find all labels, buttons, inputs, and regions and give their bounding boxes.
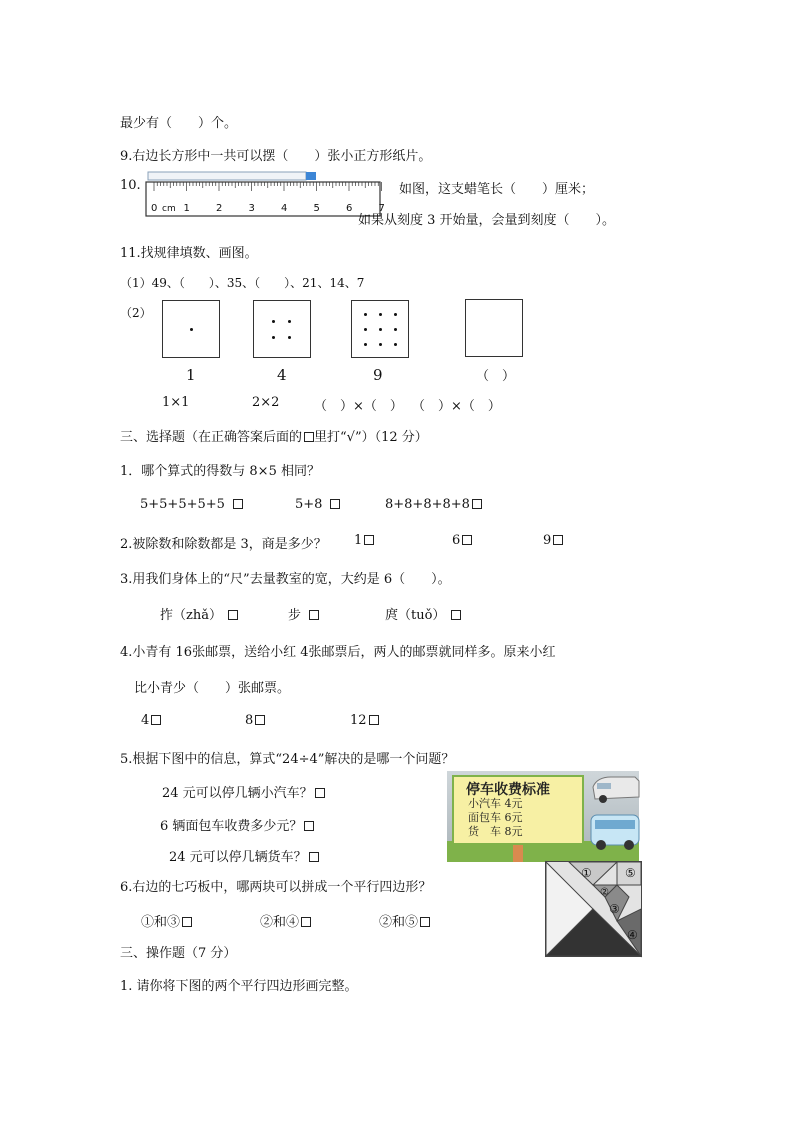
question-11-part-2: （2） <box>120 306 152 320</box>
pattern-product-3[interactable]: （ ）×（ ） <box>314 399 403 414</box>
pattern-product-1: 1×1 <box>162 395 190 410</box>
pattern-count-3: 9 <box>373 366 383 384</box>
choice-question-1: 1．哪个算式的得数与 8×5 相同？ <box>120 464 320 479</box>
operation-question-1: 1. 请你将下图的两个平行四边形画完整。 <box>120 979 358 994</box>
option-label: 24 元可以停几辆小汽车？ <box>162 786 313 801</box>
tangram-label-2: ② <box>600 887 609 898</box>
section-3-heading-tail: 里打“√”）（12 分） <box>314 430 428 445</box>
ruler-figure <box>142 168 385 220</box>
option-label: 24 元可以停几辆货车？ <box>169 850 307 865</box>
checkbox[interactable] <box>151 715 161 725</box>
dot <box>190 328 193 331</box>
dot-square-3 <box>351 300 409 358</box>
checkbox[interactable] <box>462 535 472 545</box>
dot <box>272 336 275 339</box>
choice-4-option-a[interactable] <box>141 713 161 728</box>
dot-square-empty[interactable] <box>465 299 523 357</box>
option-label: 1 <box>354 533 363 548</box>
choice-2-option-c[interactable] <box>543 533 563 548</box>
dot <box>364 328 367 331</box>
question-10-number: 10. <box>120 178 141 193</box>
checkbox[interactable] <box>228 610 238 620</box>
option-label: 8 <box>245 713 254 728</box>
checkbox[interactable] <box>330 499 340 509</box>
option-label: 8+8+8+8+8 <box>385 497 470 512</box>
van-window <box>595 820 635 829</box>
tangram-label-1: ① <box>581 866 592 880</box>
checkbox[interactable] <box>182 917 192 927</box>
section-3-heading <box>120 426 428 445</box>
tangram-svg <box>545 861 642 957</box>
ruler-tick-label: 7 <box>378 203 385 214</box>
checkbox[interactable] <box>315 788 325 798</box>
dot-square-1 <box>162 300 220 358</box>
checkbox[interactable] <box>369 715 379 725</box>
option-label: 9 <box>543 533 552 548</box>
choice-3-option-b[interactable] <box>288 604 319 623</box>
checkbox[interactable] <box>364 535 374 545</box>
choice-question-4-line-1: 4.小青有 16张邮票，送给小红 4张邮票后，两人的邮票就同样多。原来小红 <box>120 645 556 660</box>
option-label: 5+5+5+5+5 <box>140 497 225 512</box>
ruler-svg <box>142 168 385 220</box>
van-icon <box>591 815 639 845</box>
pattern-product-4[interactable]: （ ）×（ ） <box>412 399 501 414</box>
option-label: 4 <box>141 713 150 728</box>
crayon-body <box>148 172 306 180</box>
dot <box>394 343 397 346</box>
checkbox[interactable] <box>255 715 265 725</box>
ruler-body <box>146 182 380 216</box>
checkbox[interactable] <box>553 535 563 545</box>
checkbox[interactable] <box>304 821 314 831</box>
sign-board <box>452 775 584 845</box>
pattern-count-2: 4 <box>277 366 287 384</box>
choice-5-option-b[interactable] <box>160 815 314 834</box>
car-window <box>597 783 611 789</box>
choice-5-option-a[interactable] <box>162 782 325 801</box>
option-label: ②和④ <box>260 915 300 930</box>
choice-1-option-a[interactable] <box>140 497 243 512</box>
checkbox[interactable] <box>420 917 430 927</box>
pattern-count-4[interactable]: （ ） <box>476 369 516 384</box>
checkbox[interactable] <box>301 917 311 927</box>
dot <box>379 328 382 331</box>
dot <box>288 336 291 339</box>
choice-3-option-a[interactable] <box>160 604 238 623</box>
ruler-tick-label: 4 <box>281 203 288 214</box>
option-label: ②和⑤ <box>379 915 419 930</box>
dot-square-2 <box>253 300 311 358</box>
option-label: 5+8 <box>295 497 323 512</box>
section-3-heading-text: 三、选择题（在正确答案后面的 <box>120 430 303 445</box>
option-label: 庹（tuǒ） <box>385 608 446 623</box>
sign-row: 货 车 8元 <box>468 825 523 838</box>
choice-2-option-a[interactable] <box>354 533 374 548</box>
dot <box>379 343 382 346</box>
checkbox-icon <box>304 432 314 442</box>
choice-5-option-c[interactable] <box>169 846 319 865</box>
car-wheel <box>599 795 607 803</box>
choice-question-4-line-2: 比小青少（ ）张邮票。 <box>134 681 291 696</box>
checkbox[interactable] <box>309 610 319 620</box>
option-label: 6 辆面包车收费多少元？ <box>160 819 303 834</box>
dot <box>394 328 397 331</box>
question-10-text-b: 如果从刻度 3 开始量，会量到刻度（ ）。 <box>358 213 616 228</box>
choice-question-3: 3.用我们身体上的“尺”去量教室的宽，大约是 6（ ）。 <box>120 572 451 587</box>
checkbox[interactable] <box>451 610 461 620</box>
tangram-label-3: ③ <box>609 902 620 916</box>
choice-6-option-b[interactable] <box>260 911 311 930</box>
section-4-heading: 三、操作题（7 分） <box>120 946 237 961</box>
sign-rows <box>468 797 523 839</box>
choice-1-option-b[interactable] <box>295 497 340 512</box>
ruler-tick-label: 1 <box>183 203 190 214</box>
choice-4-option-b[interactable] <box>245 713 265 728</box>
van-wheel <box>624 840 634 850</box>
dot <box>379 313 382 316</box>
pattern-count-1: 1 <box>186 366 196 384</box>
ruler-tick-label: 6 <box>346 203 353 214</box>
option-label: 12 <box>350 713 367 728</box>
ruler-tick-label: 5 <box>313 203 320 214</box>
choice-4-option-c[interactable] <box>350 713 379 728</box>
choice-2-option-b[interactable] <box>452 533 472 548</box>
sign-row: 面包车 6元 <box>468 811 523 824</box>
choice-3-option-c[interactable] <box>385 604 461 623</box>
sign-row: 小汽车 4元 <box>468 797 523 810</box>
choice-6-option-a[interactable] <box>141 911 192 930</box>
crayon-tip <box>306 172 316 180</box>
ruler-tick-label: 2 <box>216 203 223 214</box>
choice-question-6: 6.右边的七巧板中，哪两块可以拼成一个平行四边形？ <box>120 880 432 895</box>
tangram-figure <box>545 861 642 957</box>
dot <box>288 320 291 323</box>
tangram-label-4: ④ <box>627 928 638 942</box>
vehicles-icon <box>587 771 639 862</box>
dot <box>394 313 397 316</box>
choice-6-option-c[interactable] <box>379 911 430 930</box>
parking-sign-image <box>447 771 639 862</box>
pattern-product-2: 2×2 <box>252 395 280 410</box>
option-label: 6 <box>452 533 461 548</box>
sign-title: 停车收费标准 <box>466 782 550 798</box>
dot <box>364 343 367 346</box>
text-line: 最少有（ ）个。 <box>120 116 238 131</box>
tangram-label-5: ⑤ <box>625 866 636 880</box>
option-label: 拃（zhǎ） <box>160 608 222 623</box>
question-9: 9.右边长方形中一共可以摆（ ）张小正方形纸片。 <box>120 149 432 164</box>
dot <box>272 320 275 323</box>
ruler-tick-label: 0 <box>151 203 158 214</box>
choice-question-5: 5.根据下图中的信息，算式“24÷4”解决的是哪一个问题？ <box>120 752 455 767</box>
choice-question-2: 2.被除数和除数都是 3，商是多少？ <box>120 537 327 552</box>
question-11: 11.找规律填数、画图。 <box>120 246 258 261</box>
option-label: 步 <box>288 608 302 623</box>
checkbox[interactable] <box>309 852 319 862</box>
question-11-part-1: （1）49、（ ）、35、（ ）、21、14、7 <box>120 276 365 290</box>
checkbox[interactable] <box>233 499 243 509</box>
ruler-unit-label: cm <box>162 204 176 214</box>
checkbox[interactable] <box>472 499 482 509</box>
ruler-tick-label: 3 <box>248 203 255 214</box>
dot <box>364 313 367 316</box>
choice-1-option-c[interactable] <box>385 497 482 512</box>
van-wheel <box>596 840 606 850</box>
question-10-text-a: 如图，这支蜡笔长（ ）厘米； <box>399 182 595 197</box>
option-label: ①和③ <box>141 915 181 930</box>
